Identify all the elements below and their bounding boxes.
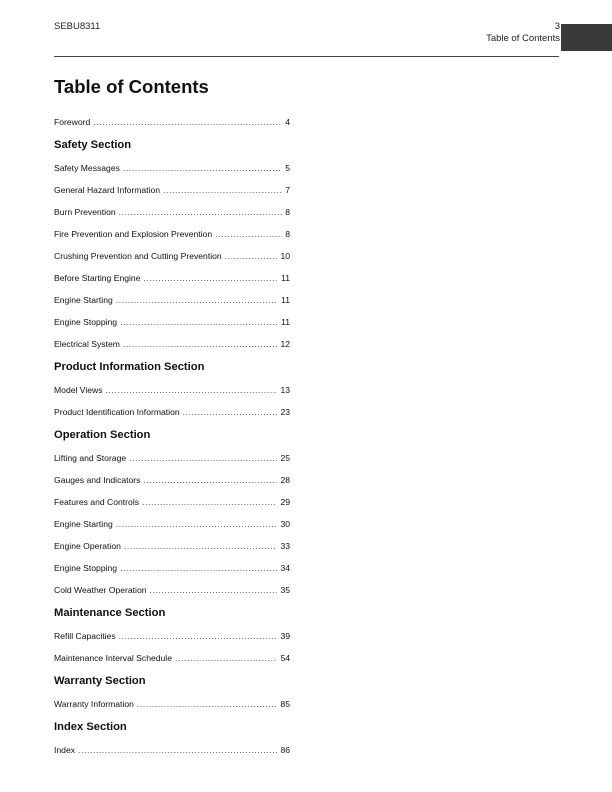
- toc-entry-page: 86: [280, 745, 290, 755]
- toc-entry-label: Engine Stopping: [54, 563, 118, 573]
- toc-entry-label: Model Views: [54, 385, 103, 395]
- toc-entry-maintenance-interval-schedule[interactable]: [54, 653, 290, 665]
- toc-entry-cold-weather-operation[interactable]: [54, 585, 290, 597]
- section-heading-warranty: Warranty Section: [54, 675, 146, 687]
- dot-leader: [93, 117, 282, 127]
- dot-leader: [124, 541, 278, 551]
- toc-entry-label: Engine Starting: [54, 519, 113, 529]
- toc-entry-label: Safety Messages: [54, 163, 120, 173]
- toc-entry-page: 39: [280, 631, 290, 641]
- toc-entry-label: Foreword: [54, 117, 91, 127]
- dot-leader: [123, 339, 278, 349]
- dot-leader: [143, 475, 277, 485]
- toc-entry-page: 8: [285, 229, 290, 239]
- dot-leader: [183, 407, 278, 417]
- toc-entry-engine-stopping-safety[interactable]: [54, 317, 290, 329]
- dot-leader: [120, 317, 278, 327]
- toc-entry-page: 54: [280, 653, 290, 663]
- section-tab-marker: [561, 24, 612, 51]
- toc-entry-label: Lifting and Storage: [54, 453, 127, 463]
- toc-entry-before-starting-engine[interactable]: [54, 273, 290, 285]
- toc-entry-page: 34: [280, 563, 290, 573]
- toc-entry-page: 25: [280, 453, 290, 463]
- toc-entry-page: 10: [280, 251, 290, 261]
- toc-entry-page: 13: [280, 385, 290, 395]
- page-title: Table of Contents: [54, 76, 209, 97]
- dot-leader: [106, 385, 278, 395]
- toc-entry-label: Electrical System: [54, 339, 120, 349]
- toc-entry-page: 7: [285, 185, 290, 195]
- section-heading-product-information: Product Information Section: [54, 361, 205, 373]
- toc-entry-warranty-information[interactable]: [54, 699, 290, 711]
- toc-entry-lifting-storage[interactable]: [54, 453, 290, 465]
- dot-leader: [123, 163, 282, 173]
- toc-entry-fire-prevention[interactable]: [54, 229, 290, 241]
- toc-entry-general-hazard[interactable]: [54, 185, 290, 197]
- page-number: 3: [554, 21, 560, 32]
- dot-leader: [215, 229, 282, 239]
- document-id: SEBU8311: [54, 21, 101, 32]
- toc-entry-page: 11: [281, 273, 290, 283]
- dot-leader: [163, 185, 282, 195]
- dot-leader: [150, 585, 278, 595]
- toc-entry-page: 85: [280, 699, 290, 709]
- toc-entry-safety-messages[interactable]: [54, 163, 290, 175]
- toc-entry-page: 33: [280, 541, 290, 551]
- dot-leader: [119, 631, 278, 641]
- toc-entry-page: 11: [281, 295, 290, 305]
- toc-entry-page: 8: [285, 207, 290, 217]
- toc-entry-label: Index: [54, 745, 76, 755]
- toc-entry-label: Features and Controls: [54, 497, 140, 507]
- header-divider: [54, 56, 559, 57]
- toc-entry-index[interactable]: [54, 745, 290, 757]
- toc-entry-product-identification[interactable]: [54, 407, 290, 419]
- toc-entry-page: 28: [280, 475, 290, 485]
- section-heading-operation: Operation Section: [54, 429, 151, 441]
- toc-entry-engine-stopping-operation[interactable]: [54, 563, 290, 575]
- dot-leader: [78, 745, 277, 755]
- toc-entry-label: Maintenance Interval Schedule: [54, 653, 173, 663]
- toc-entry-engine-operation[interactable]: [54, 541, 290, 553]
- toc-entry-label: Product Identification Information: [54, 407, 180, 417]
- toc-entry-gauges-indicators[interactable]: [54, 475, 290, 487]
- toc-entry-label: Refill Capacities: [54, 631, 116, 641]
- toc-entry-model-views[interactable]: [54, 385, 290, 397]
- toc-entry-engine-starting-safety[interactable]: [54, 295, 290, 307]
- running-header-title: Table of Contents: [486, 33, 560, 44]
- toc-entry-page: 30: [280, 519, 290, 529]
- toc-entry-page: 35: [280, 585, 290, 595]
- toc-entry-label: Cold Weather Operation: [54, 585, 147, 595]
- toc-entry-label: Engine Starting: [54, 295, 113, 305]
- dot-leader: [116, 519, 278, 529]
- dot-leader: [120, 563, 277, 573]
- dot-leader: [175, 653, 277, 663]
- toc-entry-page: 4: [285, 117, 290, 127]
- toc-entry-label: Burn Prevention: [54, 207, 116, 217]
- toc-entry-engine-starting-operation[interactable]: [54, 519, 290, 531]
- section-heading-maintenance: Maintenance Section: [54, 607, 166, 619]
- dot-leader: [225, 251, 278, 261]
- toc-entry-page: 23: [280, 407, 290, 417]
- toc-entry-page: 11: [281, 317, 290, 327]
- toc-entry-electrical-system[interactable]: [54, 339, 290, 351]
- dot-leader: [143, 273, 278, 283]
- toc-entry-refill-capacities[interactable]: [54, 631, 290, 643]
- toc-entry-crushing-prevention[interactable]: [54, 251, 290, 263]
- dot-leader: [119, 207, 283, 217]
- toc-entry-page: 5: [285, 163, 290, 173]
- toc-entry-label: Fire Prevention and Explosion Prevention: [54, 229, 213, 239]
- toc-entry-features-controls[interactable]: [54, 497, 290, 509]
- toc-entry-label: General Hazard Information: [54, 185, 161, 195]
- toc-entry-label: Warranty Information: [54, 699, 134, 709]
- toc-entry-label: Crushing Prevention and Cutting Prevention: [54, 251, 222, 261]
- toc-entry-burn-prevention[interactable]: [54, 207, 290, 219]
- section-heading-index: Index Section: [54, 721, 127, 733]
- toc-entry-label: Engine Operation: [54, 541, 121, 551]
- toc-entry-label: Before Starting Engine: [54, 273, 141, 283]
- toc-entry-label: Engine Stopping: [54, 317, 118, 327]
- toc-entry-page: 29: [280, 497, 290, 507]
- dot-leader: [142, 497, 277, 507]
- dot-leader: [116, 295, 278, 305]
- section-heading-safety: Safety Section: [54, 139, 132, 151]
- dot-leader: [137, 699, 278, 709]
- toc-entry-label: Gauges and Indicators: [54, 475, 141, 485]
- dot-leader: [129, 453, 277, 463]
- toc-entry-foreword[interactable]: [54, 117, 290, 129]
- toc-entry-page: 12: [280, 339, 290, 349]
